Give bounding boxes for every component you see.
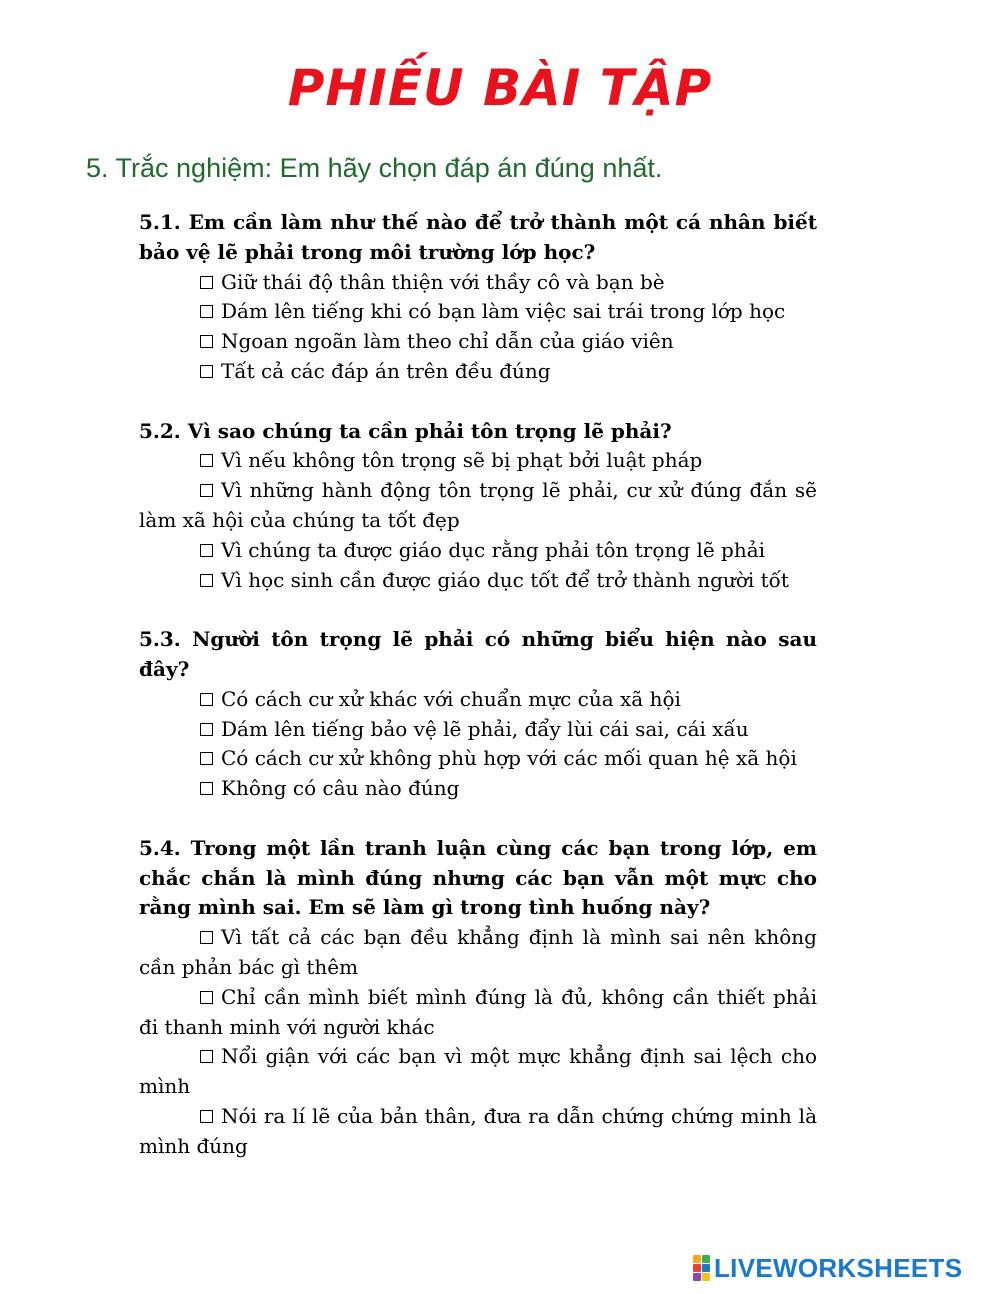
- option-label: Chỉ cần mình biết mình đúng là đủ, không cần thiết phải đi thanh minh với người khác: [139, 984, 817, 1039]
- option-label: Nói ra lí lẽ của bản thân, đưa ra dẫn chứng chứng minh là mình đúng: [139, 1103, 817, 1158]
- logo-block: [702, 1255, 710, 1263]
- answer-option[interactable]: [139, 685, 817, 715]
- option-label: Vì những hành động tôn trọng lẽ phải, cư xử đúng đắn sẽ làm xã hội của chúng ta tốt đẹp: [139, 478, 817, 532]
- answer-option[interactable]: [139, 446, 817, 476]
- checkbox[interactable]: [200, 454, 213, 467]
- logo-block: [693, 1273, 701, 1281]
- logo-block: [693, 1264, 701, 1272]
- question-5-1: [139, 208, 817, 387]
- checkbox[interactable]: [200, 723, 213, 736]
- question-text: 5.1. Em cần làm như thế nào để trở thành một cá nhân biết bảo vệ lẽ phải trong môi trường lớp học?: [139, 210, 817, 264]
- answer-option[interactable]: [139, 536, 817, 566]
- answer-option[interactable]: [139, 566, 817, 596]
- answer-option[interactable]: [139, 1042, 817, 1102]
- answer-option[interactable]: [139, 327, 817, 357]
- logo-block: [702, 1273, 710, 1281]
- answer-option[interactable]: [139, 774, 817, 804]
- checkbox[interactable]: [200, 1110, 213, 1123]
- question-5-3: [139, 625, 817, 804]
- checkbox[interactable]: [200, 335, 213, 348]
- option-label: Nổi giận với các bạn vì một mực khẳng định sai lệch cho mình: [139, 1044, 817, 1099]
- option-label: Vì nếu không tôn trọng sẽ bị phạt bởi luật pháp: [221, 448, 703, 473]
- option-label: Có cách cư xử khác với chuẩn mực của xã hội: [221, 686, 681, 711]
- page-title: PHIẾU BÀI TẬP: [287, 59, 713, 117]
- checkbox[interactable]: [200, 574, 213, 587]
- option-label: Dám lên tiếng bảo vệ lẽ phải, đẩy lùi cái sai, cái xấu: [221, 716, 749, 741]
- checkbox[interactable]: [200, 305, 213, 318]
- question-text: 5.2. Vì sao chúng ta cần phải tôn trọng lẽ phải?: [139, 418, 672, 443]
- option-label: Dám lên tiếng khi có bạn làm việc sai trái trong lớp học: [221, 299, 786, 324]
- answer-option[interactable]: [139, 357, 817, 387]
- checkbox[interactable]: [200, 693, 213, 706]
- option-label: Ngoan ngoãn làm theo chỉ dẫn của giáo viên: [221, 329, 674, 354]
- logo-block: [702, 1264, 710, 1272]
- option-label: Vì học sinh cần được giáo dục tốt để trở thành người tốt: [221, 567, 789, 592]
- checkbox[interactable]: [200, 931, 213, 944]
- option-label: Vì tất cả các bạn đều khẳng định là mình sai nên không cần phản bác gì thêm: [139, 925, 817, 979]
- section-heading: 5. Trắc nghiệm: Em hãy chọn đáp án đúng nhất.: [86, 153, 663, 183]
- liveworksheets-logo: [693, 1252, 962, 1284]
- checkbox[interactable]: [200, 544, 213, 557]
- checkbox[interactable]: [200, 782, 213, 795]
- question-text: 5.3. Người tôn trọng lẽ phải có những biểu hiện nào sau đây?: [139, 627, 817, 681]
- checkbox[interactable]: [200, 276, 213, 289]
- logo-blocks-icon: [693, 1255, 710, 1281]
- answer-option[interactable]: [139, 744, 817, 774]
- option-label: Giữ thái độ thân thiện với thầy cô và bạn bè: [221, 269, 665, 294]
- checkbox[interactable]: [200, 484, 213, 497]
- question-text: 5.4. Trong một lần tranh luận cùng các bạn trong lớp, em chắc chắn là mình đúng nhưng các bạn vẫn một mực cho rằng mình sai. Em sẽ làm gì trong tình huống này?: [139, 835, 817, 920]
- question-5-2: [139, 417, 817, 596]
- checkbox[interactable]: [200, 1050, 213, 1063]
- option-label: Vì chúng ta được giáo dục rằng phải tôn trọng lẽ phải: [221, 537, 766, 562]
- option-label: Không có câu nào đúng: [221, 776, 460, 801]
- answer-option[interactable]: [139, 476, 817, 536]
- answer-option[interactable]: [139, 297, 817, 327]
- brand-text: LIVEWORKSHEETS: [714, 1252, 963, 1283]
- checkbox[interactable]: [200, 752, 213, 765]
- question-5-4: [139, 834, 817, 1162]
- checkbox[interactable]: [200, 365, 213, 378]
- option-label: Tất cả các đáp án trên đều đúng: [221, 358, 551, 383]
- option-label: Có cách cư xử không phù hợp với các mối quan hệ xã hội: [221, 746, 797, 771]
- answer-option[interactable]: [139, 923, 817, 983]
- answer-option[interactable]: [139, 715, 817, 745]
- answer-option[interactable]: [139, 1102, 817, 1162]
- checkbox[interactable]: [200, 991, 213, 1004]
- answer-option[interactable]: [139, 268, 817, 298]
- answer-option[interactable]: [139, 983, 817, 1043]
- logo-block: [693, 1255, 701, 1263]
- question-list: [139, 208, 817, 1191]
